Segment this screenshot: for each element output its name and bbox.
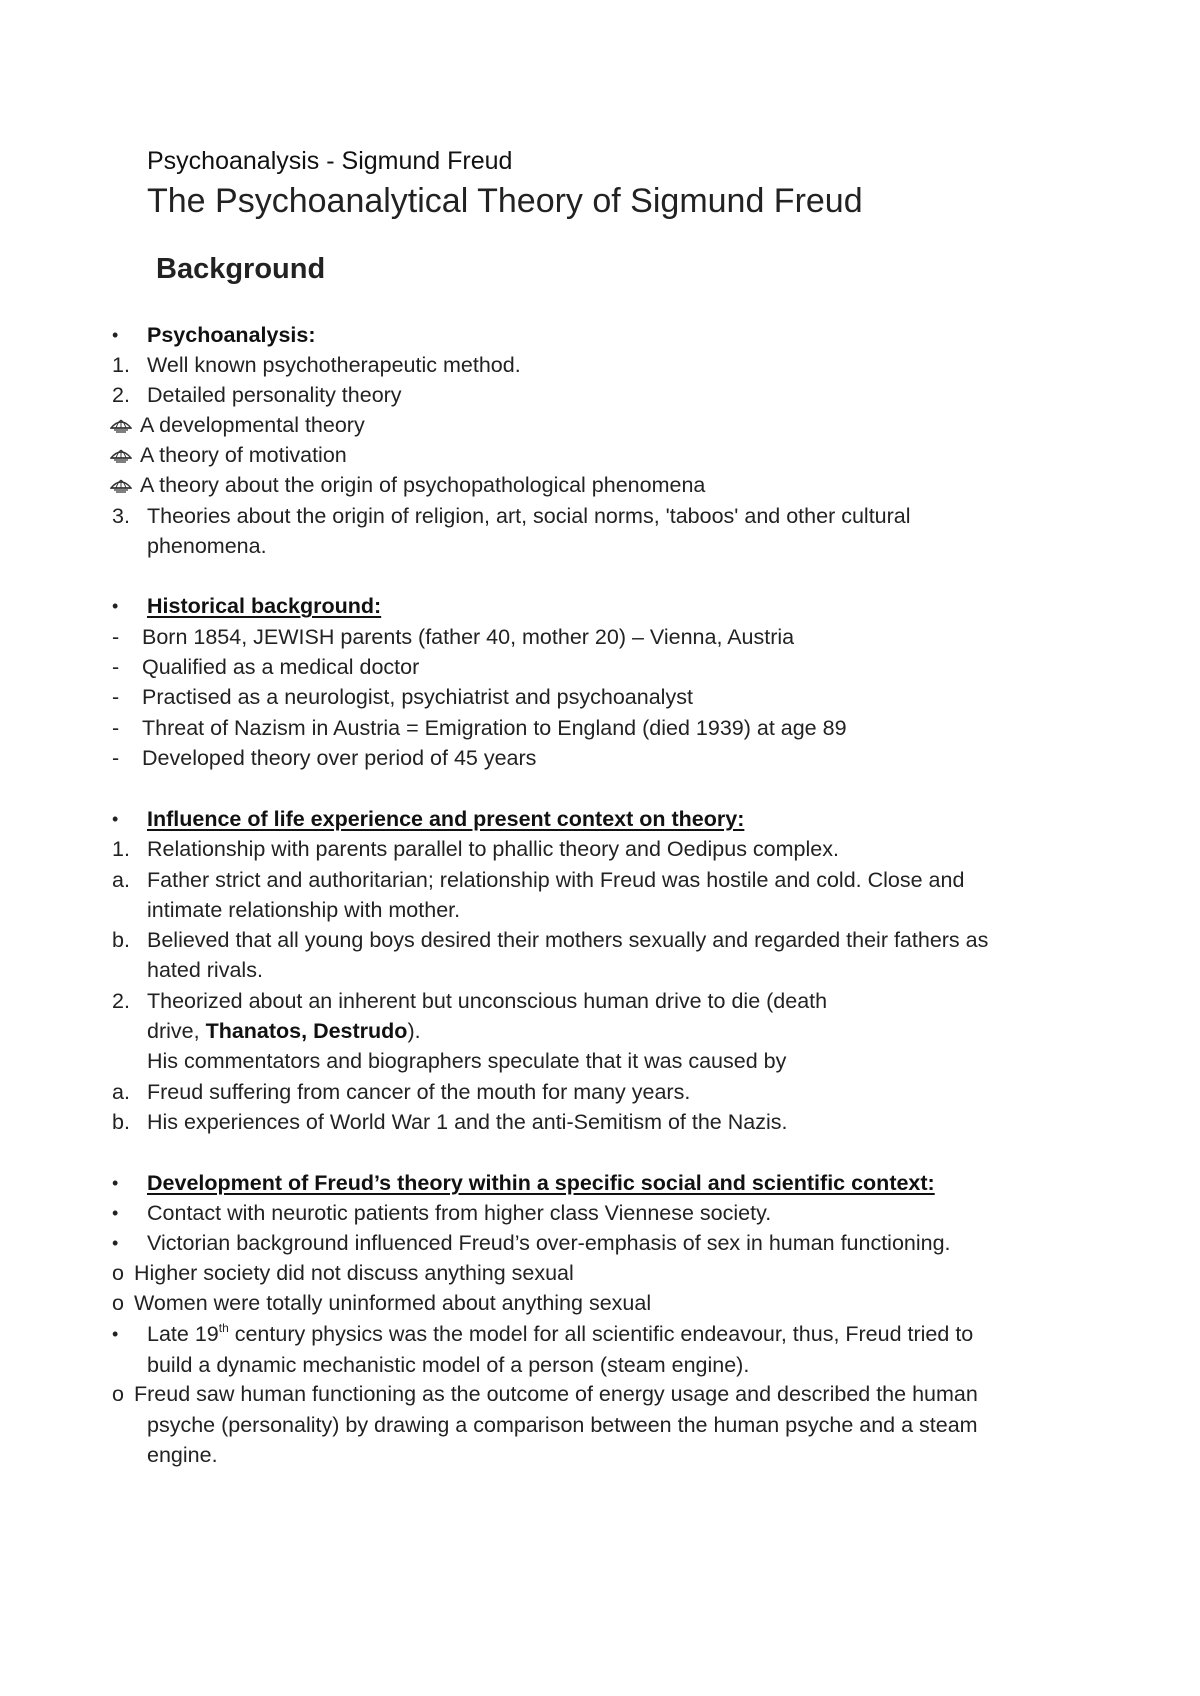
document-subtitle: The Psychoanalytical Theory of Sigmund Freud (147, 182, 863, 220)
list-item-text: hated rivals. (147, 958, 263, 982)
psychoanalysis-heading: Psychoanalysis: (147, 323, 316, 347)
bullet-marker: • (112, 1173, 119, 1193)
dash-marker: - (112, 746, 120, 770)
list-item-text: A developmental theory (140, 413, 365, 437)
list-letter: a. (112, 1080, 130, 1104)
bullet-marker: • (112, 809, 119, 829)
development-heading: Development of Freud’s theory within a specific social and scientific context: (147, 1171, 935, 1195)
circle-marker: o (112, 1382, 124, 1406)
text-fragment: ). (407, 1019, 421, 1043)
dash-marker: - (112, 655, 120, 679)
dash-marker: - (112, 625, 120, 649)
list-item-text: phenomena. (147, 534, 267, 558)
list-item-text: Qualified as a medical doctor (142, 655, 420, 679)
list-letter: b. (112, 1110, 130, 1134)
dash-marker: - (112, 685, 120, 709)
document-title: Psychoanalysis - Sigmund Freud (147, 147, 513, 175)
list-item-text: Well known psychotherapeutic method. (147, 353, 521, 377)
list-item-text: Father strict and authoritarian; relationship with Freud was hostile and cold. Close and (147, 868, 965, 892)
list-item-text: Detailed personality theory (147, 383, 402, 407)
bold-term: Thanatos, Destrudo (205, 1019, 408, 1043)
list-item-text: Freud suffering from cancer of the mouth for many years. (147, 1080, 691, 1104)
umbrella-icon (110, 441, 132, 469)
list-number: 3. (112, 504, 130, 528)
list-item-text: Born 1854, JEWISH parents (father 40, mother 20) – Vienna, Austria (142, 625, 795, 649)
list-item-text: Developed theory over period of 45 years (142, 746, 537, 770)
bullet-marker: • (112, 596, 119, 616)
circle-marker: o (112, 1261, 124, 1285)
list-item-text: intimate relationship with mother. (147, 898, 461, 922)
text-fragment: drive, (147, 1019, 206, 1043)
list-item-text: Practised as a neurologist, psychiatrist and psychoanalyst (142, 685, 693, 709)
list-item-text: His experiences of World War 1 and the anti-Semitism of the Nazis. (147, 1110, 788, 1134)
bullet-marker: • (112, 325, 119, 345)
list-item-text: Believed that all young boys desired their mothers sexually and regarded their fathers as (147, 928, 989, 952)
historical-heading: Historical background: (147, 594, 382, 618)
bullet-marker: • (112, 1324, 119, 1344)
list-item-text: A theory of motivation (140, 443, 347, 467)
list-item-text: Theories about the origin of religion, art, social norms, 'taboos' and other cultural (147, 504, 911, 528)
umbrella-icon (110, 471, 132, 499)
superscript: th (218, 1321, 229, 1335)
list-item-text: Relationship with parents parallel to phallic theory and Oedipus complex. (147, 837, 839, 861)
list-number: 2. (112, 989, 130, 1013)
list-item-text: Theorized about an inherent but unconscious human drive to die (death (147, 989, 828, 1013)
umbrella-icon (110, 411, 132, 439)
list-item-text (147, 1017, 421, 1045)
section-heading-background: Background (156, 253, 326, 285)
list-item-text: Women were totally uninformed about anything sexual (134, 1291, 652, 1315)
dash-marker: - (112, 716, 120, 740)
list-item-text: Higher society did not discuss anything sexual (134, 1261, 574, 1285)
list-item-text: engine. (147, 1443, 218, 1467)
list-number: 2. (112, 383, 130, 407)
list-item-text: Freud saw human functioning as the outcome of energy usage and described the human (134, 1382, 978, 1406)
bullet-marker: • (112, 1203, 119, 1223)
list-number: 1. (112, 837, 130, 861)
list-letter: b. (112, 928, 130, 952)
bullet-marker: • (112, 1233, 119, 1253)
text-fragment: Late 19 (147, 1322, 219, 1346)
influence-heading: Influence of life experience and present context on theory: (147, 807, 745, 831)
list-number: 1. (112, 353, 130, 377)
list-item-text: A theory about the origin of psychopathological phenomena (140, 473, 706, 497)
list-item-text (147, 1320, 973, 1348)
list-item-text: psyche (personality) by drawing a comparison between the human psyche and a steam (147, 1413, 978, 1437)
list-letter: a. (112, 868, 130, 892)
list-item-text: Contact with neurotic patients from higher class Viennese society. (147, 1201, 772, 1225)
list-item-text: Victorian background influenced Freud’s over-emphasis of sex in human functioning. (147, 1231, 951, 1255)
list-item-text: build a dynamic mechanistic model of a person (steam engine). (147, 1353, 750, 1377)
list-item-text: Threat of Nazism in Austria = Emigration to England (died 1939) at age 89 (142, 716, 847, 740)
list-item-text: His commentators and biographers speculate that it was caused by (147, 1049, 787, 1073)
text-fragment: century physics was the model for all scientific endeavour, thus, Freud tried to (228, 1322, 974, 1346)
circle-marker: o (112, 1291, 124, 1315)
